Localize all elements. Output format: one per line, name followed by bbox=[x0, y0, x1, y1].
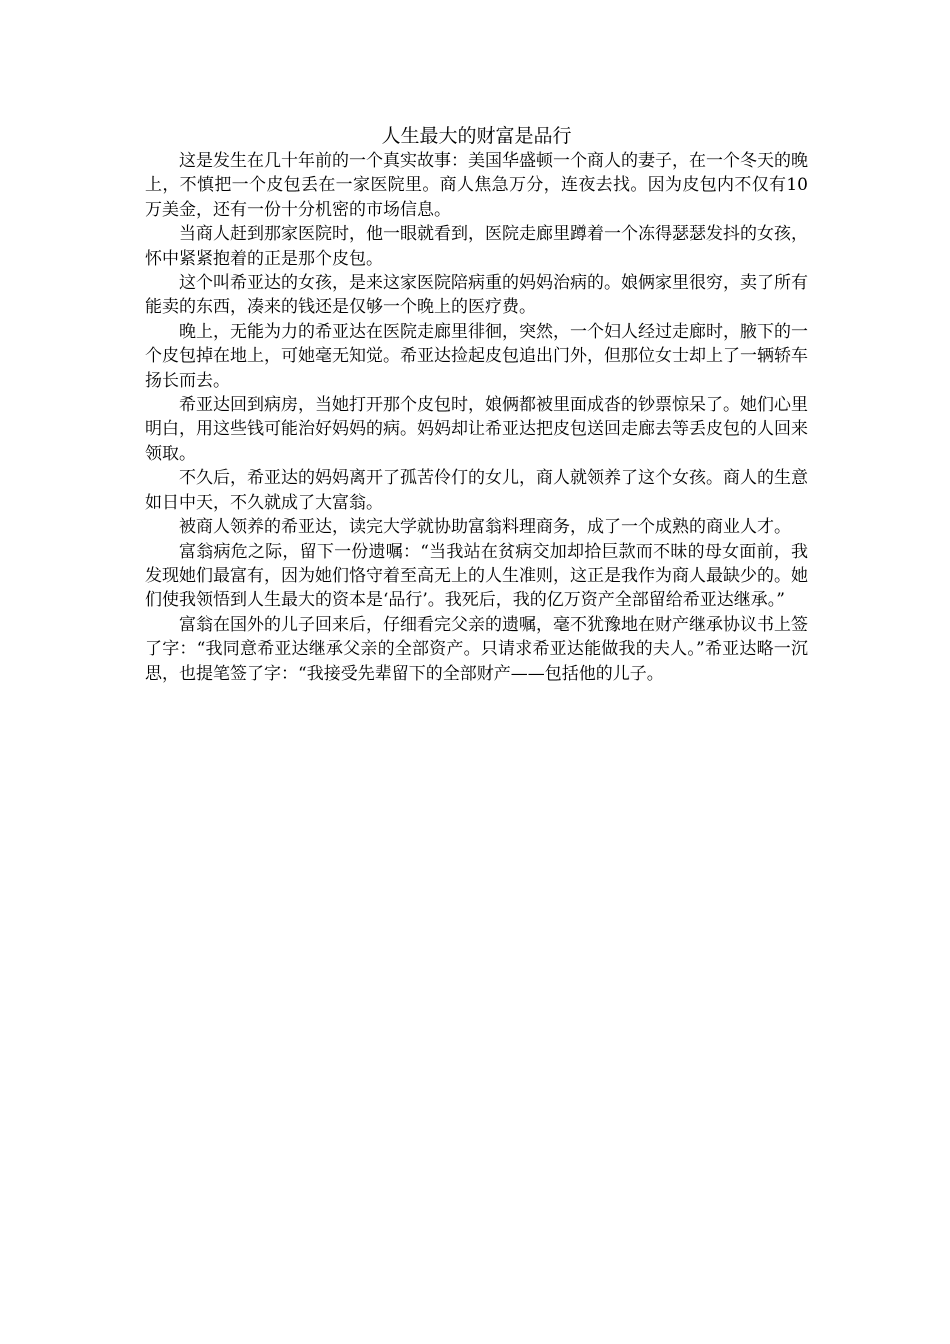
paragraph-8: 富翁病危之际，留下一份遗嘱：“当我站在贫病交加却拾巨款而不昧的母女面前，我发现她们最富有，因为她们恪守着至高无上的人生准则，这正是我作为商人最缺少的。她们使我领悟到人生最大的资本是‘品行’。我死后，我的亿万资产全部留给希亚达继承。” bbox=[145, 541, 808, 611]
paragraph-2: 当商人赶到那家医院时，他一眼就看到，医院走廊里蹲着一个冻得瑟瑟发抖的女孩，怀中紧紧抱着的正是那个皮包。 bbox=[145, 224, 808, 269]
paragraph-4: 晚上，无能为力的希亚达在医院走廊里徘徊，突然，一个妇人经过走廊时，腋下的一个皮包掉在地上，可她毫无知觉。希亚达捡起皮包追出门外，但那位女士却上了一辆轿车扬长而去。 bbox=[145, 321, 808, 391]
paragraph-5: 希亚达回到病房，当她打开那个皮包时，娘俩都被里面成沓的钞票惊呆了。她们心里明白，用这些钱可能治好妈妈的病。妈妈却让希亚达把皮包送回走廊去等丢皮包的人回来领取。 bbox=[145, 395, 808, 464]
paragraph-7: 被商人领养的希亚达，读完大学就协助富翁料理商务，成了一个成熟的商业人才。 bbox=[179, 517, 791, 538]
paragraph-6: 不久后，希亚达的妈妈离开了孤苦伶仃的女儿，商人就领养了这个女孩。商人的生意如日中天，不久就成了大富翁。 bbox=[145, 468, 808, 513]
document-title: 人生最大的财富是品行 bbox=[381, 125, 572, 147]
paragraph-3: 这个叫希亚达的女孩，是来这家医院陪病重的妈妈治病的。娘俩家里很穷，卖了所有能卖的东西，凑来的钱还是仅够一个晚上的医疗费。 bbox=[145, 273, 808, 318]
paragraph-9: 富翁在国外的儿子回来后，仔细看完父亲的遗嘱，毫不犹豫地在财产继承协议书上签了字：“我同意希亚达继承父亲的全部资产。只请求希亚达能做我的夫人。”希亚达略一沉思，也提笔签了字：“我接受先辈留下的全部财产——包括他的儿子。 bbox=[145, 614, 808, 684]
document-body bbox=[145, 124, 808, 686]
paragraph-1: 这是发生在几十年前的一个真实故事：美国华盛顿一个商人的妻子，在一个冬天的晚上，不慎把一个皮包丢在一家医院里。商人焦急万分，连夜去找。因为皮包内不仅有10万美金，还有一份十分机密的市场信息。 bbox=[145, 151, 808, 220]
